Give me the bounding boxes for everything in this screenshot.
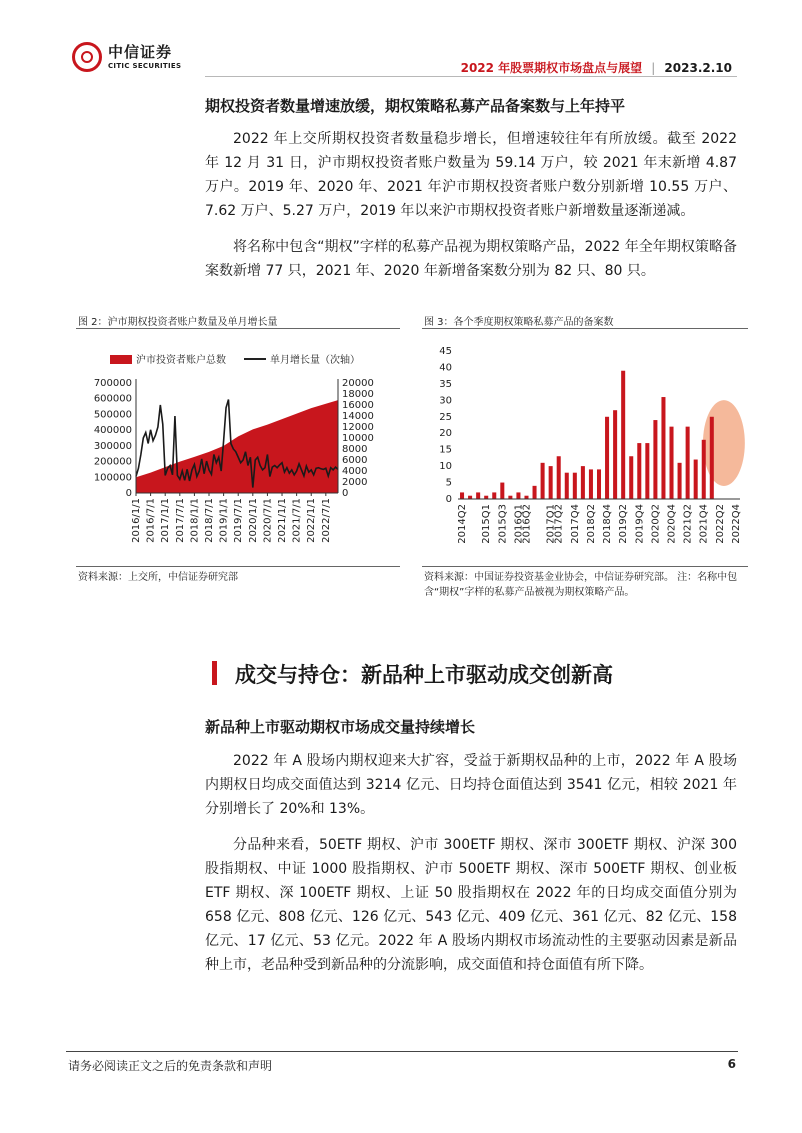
bar xyxy=(476,492,480,499)
accounts-total-area xyxy=(136,400,338,493)
bar xyxy=(460,492,464,499)
x-tick-label: 2020/7/1 xyxy=(262,498,274,543)
figure2-bottom-rule xyxy=(76,566,400,567)
figure2-source: 资料来源：上交所，中信证券研究部 xyxy=(78,572,238,583)
y-right-tick-label: 0 xyxy=(342,488,349,499)
x-tick-label: 2016/7/1 xyxy=(145,498,157,543)
citic-logo-icon xyxy=(72,42,102,72)
figure3-source: 资料来源：中国证券投资基金业协会，中信证券研究部。 注：名称中包含“期权”字样的私募产品被视为期权策略产品。 xyxy=(424,572,738,598)
x-tick-label: 2018/1/1 xyxy=(189,498,201,543)
y-left-tick-label: 700000 xyxy=(93,378,132,389)
x-tick-label: 2016Q1 xyxy=(513,504,525,544)
figure3-title: 图 3：各个季度期权策略私募产品的备案数 xyxy=(424,317,614,328)
logo-text-cn: 中信证券 xyxy=(108,43,173,61)
x-tick-label: 2017Q1 xyxy=(545,504,557,544)
section2-subheading: 新品种上市驱动期权市场成交量持续增长 xyxy=(205,718,476,736)
bar xyxy=(541,463,545,499)
bar xyxy=(557,456,561,499)
x-tick-label: 2017/1/1 xyxy=(160,498,172,543)
footer-disclaimer: 请务必阅读正文之后的免责条款和声明 xyxy=(68,1059,273,1073)
y-left-tick-label: 500000 xyxy=(93,409,132,421)
bar xyxy=(581,466,585,499)
bar xyxy=(565,473,569,499)
x-tick-label: 2020Q2 xyxy=(650,504,662,544)
bar xyxy=(694,460,698,499)
header-divider xyxy=(205,76,737,77)
x-tick-label: 2019/1/1 xyxy=(218,498,230,543)
logo xyxy=(72,40,182,74)
figure2-chart xyxy=(76,335,400,565)
footer-divider xyxy=(66,1051,738,1052)
x-tick-label: 2016Q2 xyxy=(521,504,533,544)
bar xyxy=(605,417,609,499)
figure3-bottom-rule xyxy=(422,566,748,567)
x-tick-label: 2020/1/1 xyxy=(247,498,259,543)
paragraph: 2022 年 A 股场内期权迎来大扩容，受益于新期权品种的上市，2022 年 A 股场内期权日均成交面值达到 3214 亿元、日均持仓面值达到 3541 亿元，相较 2021 年分别增长了 20%和 13%。 xyxy=(205,753,737,817)
paragraph: 2022 年上交所期权投资者数量稳步增长，但增速较往年有所放缓。截至 2022 年 12 月 31 日，沪市期权投资者账户数量为 59.14 万户，较 2021 年末新增 4.87 万户。2019 年、2020 年、2021 年沪市期权投资者账户数分别新增 10.55 万户、7.62 万户、5.27 万户，2019 年以来沪市期权投资者账户新增数量逐渐递减。 xyxy=(205,131,737,219)
y-right-tick-label: 10000 xyxy=(342,433,374,444)
x-tick-label: 2022Q2 xyxy=(714,504,726,544)
x-tick-label: 2022/7/1 xyxy=(320,498,332,543)
highlight-ellipse xyxy=(703,400,745,486)
x-tick-label: 2020Q4 xyxy=(666,504,678,544)
figure3-chart xyxy=(422,335,748,565)
y-right-tick-label: 12000 xyxy=(342,422,374,433)
x-tick-label: 2016/1/1 xyxy=(131,498,142,543)
bar xyxy=(516,492,520,499)
bar xyxy=(621,371,625,499)
x-tick-label: 2014Q2 xyxy=(457,504,469,544)
y-left-tick-label: 0 xyxy=(125,488,132,499)
bar xyxy=(573,473,577,499)
y-tick-label: 35 xyxy=(439,378,452,390)
y-tick-label: 15 xyxy=(439,444,452,456)
x-tick-label: 2018Q2 xyxy=(585,504,597,544)
x-tick-label: 2017/7/1 xyxy=(174,498,186,543)
y-tick-label: 40 xyxy=(439,362,452,374)
x-tick-label: 2021/1/1 xyxy=(277,498,289,543)
paragraph: 将名称中包含“期权”字样的私募产品视为期权策略产品，2022 年全年期权策略备案数新增 77 只，2021 年、2020 年新增备案数分别为 82 只、80 只。 xyxy=(205,239,737,279)
bar xyxy=(589,469,593,499)
x-tick-label: 2021Q4 xyxy=(698,504,710,544)
bar xyxy=(492,492,496,499)
x-tick-label: 2018/7/1 xyxy=(204,498,216,543)
x-tick-label: 2021/7/1 xyxy=(291,498,303,543)
bar xyxy=(597,469,601,499)
x-tick-label: 2017Q2 xyxy=(553,504,565,544)
bar xyxy=(661,397,665,499)
figure2-title: 图 2：沪市期权投资者账户数量及单月增长量 xyxy=(78,317,278,328)
bar xyxy=(702,440,706,499)
bar xyxy=(710,417,714,499)
bar xyxy=(629,456,633,499)
section1-body xyxy=(205,127,737,283)
y-right-tick-label: 6000 xyxy=(342,455,368,466)
y-right-tick-label: 4000 xyxy=(342,466,368,477)
paragraph: 分品种来看，50ETF 期权、沪市 300ETF 期权、深市 300ETF 期权、沪深 300 股指期权、中证 1000 股指期权、沪市 500ETF 期权、深市 500ETF 期权、创业板 ETF 期权、深 100ETF 期权、上证 50 股指期权在 2022 年的日均成交面值分别为 658 亿元、808 亿元、126 亿元、543 亿元、409 亿元、361 亿元、82 亿元、158 亿元、17 亿元、53 亿元。2022 年 A 股场内期权市场流动性的主要驱动因素是新品种上市，老品种受到新品种的分流影响，成交面值和持仓面值有所下降。 xyxy=(205,837,737,973)
y-left-tick-label: 600000 xyxy=(93,393,132,405)
figure2-top-rule xyxy=(76,328,400,329)
bar xyxy=(637,443,641,499)
y-left-tick-label: 300000 xyxy=(93,440,132,452)
x-tick-label: 2019Q4 xyxy=(634,504,646,544)
legend-label: 沪市投资者账户总数 xyxy=(136,355,226,366)
section2-bar xyxy=(212,661,217,685)
bar xyxy=(678,463,682,499)
y-tick-label: 0 xyxy=(445,494,452,505)
y-tick-label: 30 xyxy=(439,395,452,407)
y-tick-label: 25 xyxy=(439,411,452,423)
bar xyxy=(533,486,537,499)
legend-swatch-accounts xyxy=(110,355,132,364)
y-tick-label: 20 xyxy=(439,428,452,440)
x-tick-label: 2015Q3 xyxy=(497,504,509,544)
x-tick-label: 2021Q2 xyxy=(682,504,694,544)
y-right-tick-label: 18000 xyxy=(342,389,374,400)
y-right-tick-label: 8000 xyxy=(342,444,368,455)
header-right: 2022 年股票期权市场盘点与展望 | 2023.2.10 xyxy=(460,61,732,75)
section2-title: 成交与持仓：新品种上市驱动成交创新高 xyxy=(235,663,613,687)
bar xyxy=(549,466,553,499)
x-tick-label: 2019/7/1 xyxy=(233,498,245,543)
x-tick-label: 2015Q1 xyxy=(481,504,493,544)
y-right-tick-label: 2000 xyxy=(342,477,368,488)
y-right-tick-label: 14000 xyxy=(342,411,374,422)
report-title: 2022 年股票期权市场盘点与展望 xyxy=(460,61,643,75)
figure3-top-rule xyxy=(422,328,748,329)
logo-text-en: CITIC SECURITIES xyxy=(108,62,182,70)
y-right-tick-label: 20000 xyxy=(342,378,374,389)
y-left-tick-label: 100000 xyxy=(93,472,132,484)
bar xyxy=(653,420,657,499)
bar xyxy=(613,410,617,499)
y-tick-label: 10 xyxy=(439,461,452,473)
bar xyxy=(645,443,649,499)
x-tick-label: 2022/1/1 xyxy=(306,498,318,543)
page-number: 6 xyxy=(727,1057,736,1071)
x-tick-label: 2017Q4 xyxy=(569,504,581,544)
y-left-tick-label: 400000 xyxy=(93,425,132,437)
y-tick-label: 5 xyxy=(445,477,452,489)
bar xyxy=(500,483,504,499)
x-tick-label: 2018Q4 xyxy=(602,504,614,544)
section1-heading: 期权投资者数量增速放缓，期权策略私募产品备案数与上年持平 xyxy=(205,97,626,115)
x-tick-label: 2019Q2 xyxy=(618,504,630,544)
y-left-tick-label: 200000 xyxy=(93,456,132,468)
y-right-tick-label: 16000 xyxy=(342,400,374,411)
bar xyxy=(686,427,690,499)
report-date: 2023.2.10 xyxy=(664,61,732,75)
legend-label: 单月增长量（次轴） xyxy=(270,355,360,366)
section2-body xyxy=(205,749,737,977)
bar xyxy=(670,427,674,499)
y-tick-label: 45 xyxy=(439,346,452,357)
x-tick-label: 2022Q4 xyxy=(730,504,742,544)
